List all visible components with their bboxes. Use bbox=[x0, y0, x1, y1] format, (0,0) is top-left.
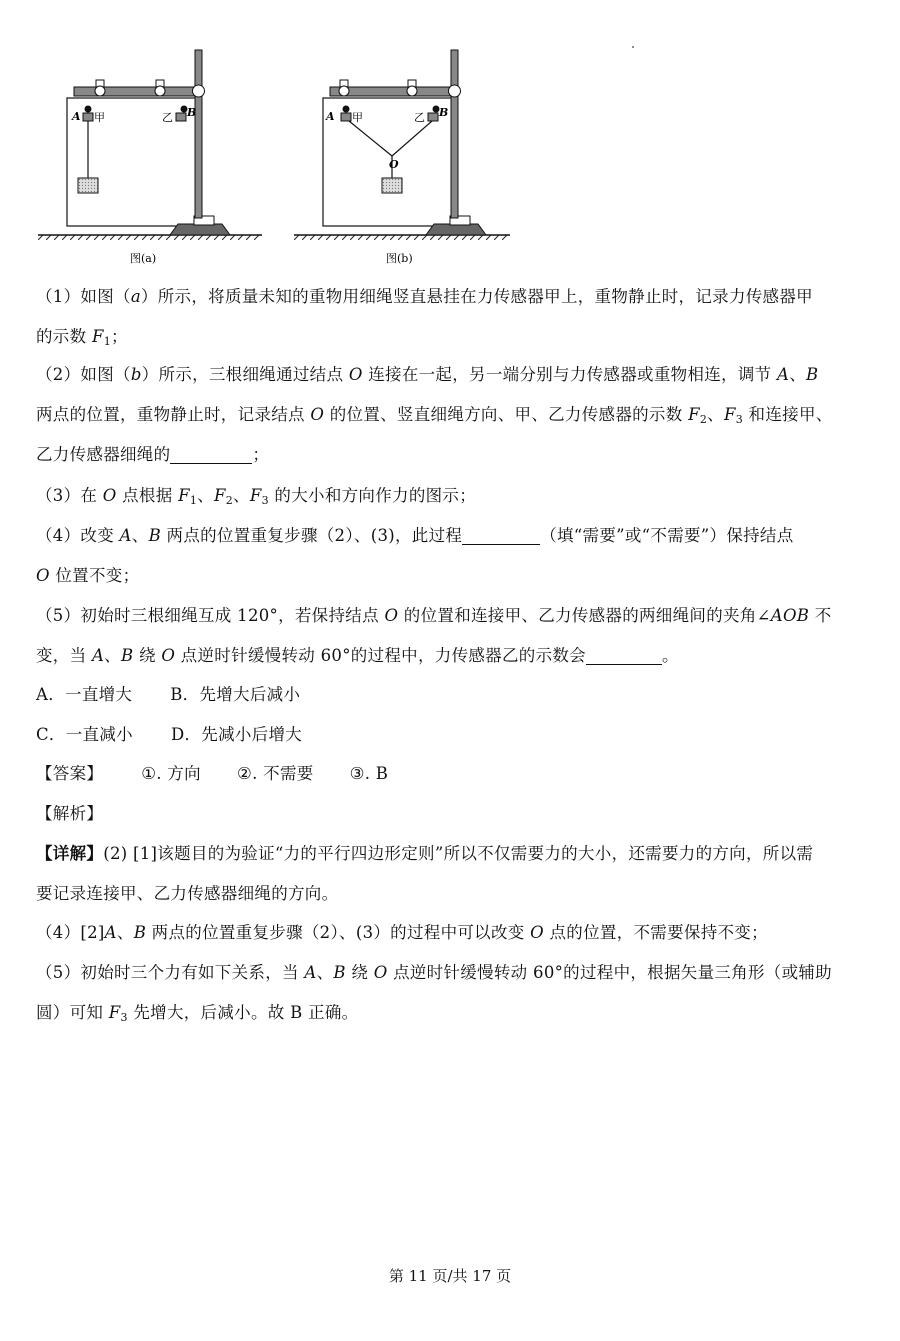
label-A-b: A bbox=[326, 110, 335, 123]
option-C[interactable]: C．一直减小 bbox=[36, 725, 133, 744]
weight-a bbox=[78, 178, 98, 193]
analysis-line-5: 圆）可知 $F_3$ 先增大，后减小。故 B 正确。 bbox=[36, 1003, 359, 1024]
stand-base-b bbox=[426, 224, 486, 235]
analysis-label: 【解析】 bbox=[36, 804, 104, 823]
figure-b bbox=[294, 50, 510, 265]
label-B-a: B bbox=[187, 106, 197, 119]
option-D[interactable]: D．先减小后增大 bbox=[170, 725, 303, 744]
step-2-line-2: 两点的位置，重物静止时，记录结点 O 的位置、竖直细绳方向、甲、乙力传感器的示数 $F_2$、$F_3$ 和连接甲、 bbox=[36, 405, 833, 426]
sensor-yi-b bbox=[428, 113, 438, 121]
weight-b bbox=[382, 178, 402, 193]
label-jia-a: 甲 bbox=[94, 111, 105, 124]
stand-base-a bbox=[170, 224, 230, 235]
options-row-1 bbox=[36, 675, 866, 715]
step-4-line-1: （4）改变 A、B 两点的位置重复步骤（2）、(3)，此过程 （填“需要”或“不需要”）保持结点 bbox=[36, 526, 794, 545]
option-B[interactable]: B．先增大后减小 bbox=[170, 685, 301, 704]
step-1-line-1: （1）如图（a）所示，将质量未知的重物用细绳竖直悬挂在力传感器甲上，重物静止时，记录力传感器甲 bbox=[36, 287, 813, 306]
blank-3[interactable] bbox=[586, 646, 662, 665]
figure-a bbox=[38, 50, 262, 265]
blank-1[interactable] bbox=[170, 445, 252, 464]
analysis-line-4: （5）初始时三个力有如下关系，当 A、B 绕 O 点逆时针缓慢转动 60°的过程中，根据矢量三角形（或辅助 bbox=[36, 963, 832, 982]
label-jia-b: 甲 bbox=[352, 111, 363, 124]
label-O: O bbox=[389, 158, 399, 171]
options-row-2 bbox=[36, 715, 866, 755]
analysis-line-3: （4）[2]A、B 两点的位置重复步骤（2）、(3）的过程中可以改变 O 点的位置，不需要保持不变； bbox=[36, 923, 768, 942]
stand-pole-a bbox=[195, 50, 202, 218]
answer-line: 【答案】 ①. 方向 ②. 不需要 ③. B bbox=[36, 764, 389, 783]
sensor-jia-b bbox=[341, 113, 351, 121]
step-4-line-2: O 位置不变； bbox=[36, 566, 140, 585]
label-B-b: B bbox=[439, 106, 449, 119]
page-footer: 第 11 页/共 17 页 bbox=[388, 1267, 512, 1285]
caption-b: 图(b) bbox=[386, 252, 413, 265]
stand-pole-b bbox=[451, 50, 458, 218]
sensor-jia-a bbox=[83, 113, 93, 121]
crossbar-a bbox=[74, 87, 200, 96]
speck-mark bbox=[632, 46, 634, 48]
sensor-yi-a bbox=[176, 113, 186, 121]
step-5-line-2: 变，当 A、B 绕 O 点逆时针缓慢转动 60°的过程中，力传感器乙的示数会 。 bbox=[36, 646, 679, 665]
analysis-line-2: 要记录连接甲、乙力传感器细绳的方向。 bbox=[36, 884, 339, 903]
analysis-line-1: 【详解】(2) [1]该题目的为验证“力的平行四边形定则”所以不仅需要力的大小，还需要力的方向，所以需 bbox=[36, 844, 814, 863]
blank-2[interactable] bbox=[462, 526, 540, 545]
step-1-line-2: 的示数 $F_1$； bbox=[36, 327, 128, 348]
step-2-line-3: 乙力传感器细绳的 ； bbox=[36, 445, 270, 464]
option-A[interactable]: A．一直增大 bbox=[36, 685, 133, 704]
label-yi-a: 乙 bbox=[162, 111, 173, 124]
step-5-line-1: （5）初始时三根细绳互成 120°，若保持结点 O 的位置和连接甲、乙力传感器的两细绳间的夹角∠AOB 不 bbox=[36, 606, 832, 625]
answer-label: 【答案】 bbox=[36, 764, 104, 783]
caption-a: 图(a) bbox=[130, 252, 157, 265]
label-A-a: A bbox=[72, 110, 81, 123]
experiment-figures bbox=[30, 40, 510, 270]
step-2-line-1: （2）如图（b）所示，三根细绳通过结点 O 连接在一起，另一端分别与力传感器或重物相连，调节 A、B bbox=[36, 365, 819, 384]
step-3: （3）在 O 点根据 $F_1$、$F_2$、$F_3$ 的大小和方向作力的图示； bbox=[36, 486, 477, 507]
label-yi-b: 乙 bbox=[414, 111, 425, 124]
